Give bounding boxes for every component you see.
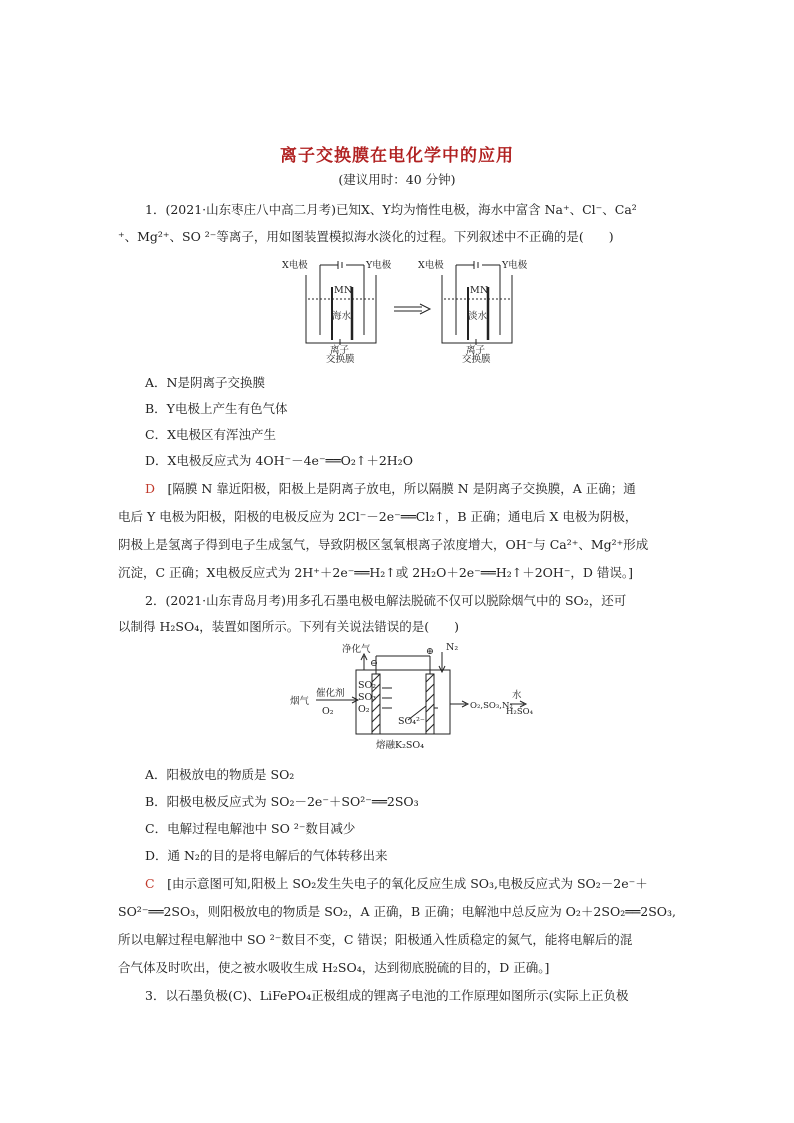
q1-option-b: B．Y电极上产生有色气体 bbox=[145, 401, 288, 416]
q1-answer: D bbox=[145, 481, 156, 496]
q1-fig-n-right: N bbox=[480, 285, 489, 296]
q2-option-b: B．阳极电极反应式为 SO₂－2e⁻＋SO²⁻══2SO₃ bbox=[145, 794, 419, 809]
q1-explanation-line-3: 阴极上是氢离子得到电子生成氢气，导致阴极区氢氧根离子浓度增大，OH⁻与 Ca²⁺、Mg²⁺形成 bbox=[118, 537, 649, 552]
q2-fig-water: 水 bbox=[512, 690, 522, 701]
q1-fig-n-left: N bbox=[344, 285, 353, 296]
q2-fig-catalyst: 催化剂 bbox=[316, 688, 345, 699]
q2-option-a: A．阳极放电的物质是 SO₂ bbox=[145, 767, 295, 782]
q1-explanation-line-4: 沉淀，C 正确；X电极反应式为 2H⁺＋2e⁻══H₂↑或 2H₂O＋2e⁻══H₂↑＋2OH⁻，D 错误。] bbox=[118, 565, 634, 580]
q2-stem-line-1: 2．(2021·山东青岛月考)用多孔石墨电极电解法脱硫不仅可以脱除烟气中的 SO₂，还可 bbox=[145, 593, 627, 608]
q1-fig-m-right: M bbox=[470, 285, 480, 296]
q1-fig-x-label-right: X电极 bbox=[418, 260, 444, 271]
q1-fig-seawater: 海水 bbox=[332, 311, 352, 322]
q1-fig-membrane-label-1: 离子 bbox=[330, 345, 350, 356]
page-title: 离子交换膜在电化学中的应用 bbox=[280, 146, 514, 166]
q1-fig-freshwater: 淡水 bbox=[468, 311, 488, 322]
q2-fig-o2-in: O₂ bbox=[322, 706, 334, 717]
q2-answer: C bbox=[145, 876, 155, 891]
q2-explanation-line-4: 合气体及时吹出，使之被水吸收生成 H₂SO₄，达到彻底脱硫的目的，D 正确。] bbox=[118, 960, 550, 975]
q2-fig-outlet: O₂,SO₃,N₂ bbox=[470, 701, 513, 711]
q2-fig-o2: O₂ bbox=[358, 704, 370, 715]
q1-option-a: A．N是阴离子交换膜 bbox=[145, 375, 265, 390]
q1-explanation-line-1: D [隔膜 N 靠近阳极，阳极上是阴离子放电，所以隔膜 N 是阴离子交换膜，A 正确；通 bbox=[145, 481, 636, 496]
q2-stem-line-2: 以制得 H₂SO₄，装置如图所示。下列有关说法错误的是( ) bbox=[118, 619, 459, 634]
q2-explanation-line-1: C [由示意图可知,阳极上 SO₂发生失电子的氧化反应生成 SO₃,电极反应式为 SO₂－2e⁻＋ bbox=[145, 876, 648, 891]
q1-option-d: D．X电极反应式为 4OH⁻－4e⁻══O₂↑＋2H₂O bbox=[145, 453, 413, 468]
q2-fig-h2so4: H₂SO₄ bbox=[506, 707, 534, 717]
q1-fig-m-left: M bbox=[334, 285, 344, 296]
page-subtitle: (建议用时：40 分钟) bbox=[338, 172, 456, 187]
q1-explanation-line-2: 电后 Y 电极为阳极，阳极的电极反应为 2Cl⁻－2e⁻══Cl₂↑，B 正确；通电后 X 电极为阴极， bbox=[118, 509, 638, 524]
q2-explanation-line-3: 所以电解过程电解池中 SO ²⁻数目不变，C 错误；阳极通入性质稳定的氮气，能将电解后的混 bbox=[118, 932, 633, 947]
q2-fig-clean-gas: 净化气 bbox=[342, 644, 371, 655]
q2-option-d: D．通 N₂的目的是将电解后的气体转移出来 bbox=[145, 848, 388, 863]
q1-fig-membrane-label-3: 离子 bbox=[466, 345, 486, 356]
q2-fig-plus: ⊕ bbox=[426, 646, 434, 657]
q1-figure bbox=[280, 255, 550, 363]
q1-fig-x-label-left: X电极 bbox=[282, 260, 308, 271]
q2-fig-so3: SO₃ bbox=[358, 692, 377, 703]
q1-fig-y-label-left: Y电极 bbox=[366, 260, 392, 271]
q1-fig-membrane-label-4: 交换膜 bbox=[462, 354, 491, 363]
q2-fig-so2: SO₂ bbox=[358, 680, 377, 691]
q2-fig-minus: ⊖ bbox=[370, 658, 378, 669]
q2-fig-flue: 烟气 bbox=[290, 696, 310, 707]
q2-option-c: C．电解过程电解池中 SO ²⁻数目减少 bbox=[145, 821, 356, 836]
q2-fig-sulfate: SO₄²⁻ bbox=[398, 716, 425, 727]
q2-fig-molten: 熔融K₂SO₄ bbox=[376, 740, 425, 751]
q1-option-c: C．X电极区有浑浊产生 bbox=[145, 427, 276, 442]
q2-explanation-line-2: SO²⁻══2SO₃，则阳极放电的物质是 SO₂，A 正确，B 正确；电解池中总反应为 O₂＋2SO₂══2SO₃, bbox=[118, 904, 677, 919]
q1-fig-y-label-right: Y电极 bbox=[502, 260, 528, 271]
q1-fig-membrane-label-2: 交换膜 bbox=[326, 354, 355, 363]
q2-figure bbox=[288, 642, 548, 752]
q3-stem-line-1: 3．以石墨负极(C)、LiFePO₄正极组成的锂离子电池的工作原理如图所示(实际上正负极 bbox=[145, 988, 629, 1003]
q1-stem-line-2: ⁺、Mg²⁺、SO ²⁻等离子，用如图装置模拟海水淡化的过程。下列叙述中不正确的是( ) bbox=[118, 229, 614, 244]
q1-stem-line-1: 1．(2021·山东枣庄八中高二月考)已知X、Y均为惰性电极，海水中富含 Na⁺、Cl⁻、Ca² bbox=[145, 202, 637, 217]
q2-fig-n2: N₂ bbox=[446, 642, 459, 653]
